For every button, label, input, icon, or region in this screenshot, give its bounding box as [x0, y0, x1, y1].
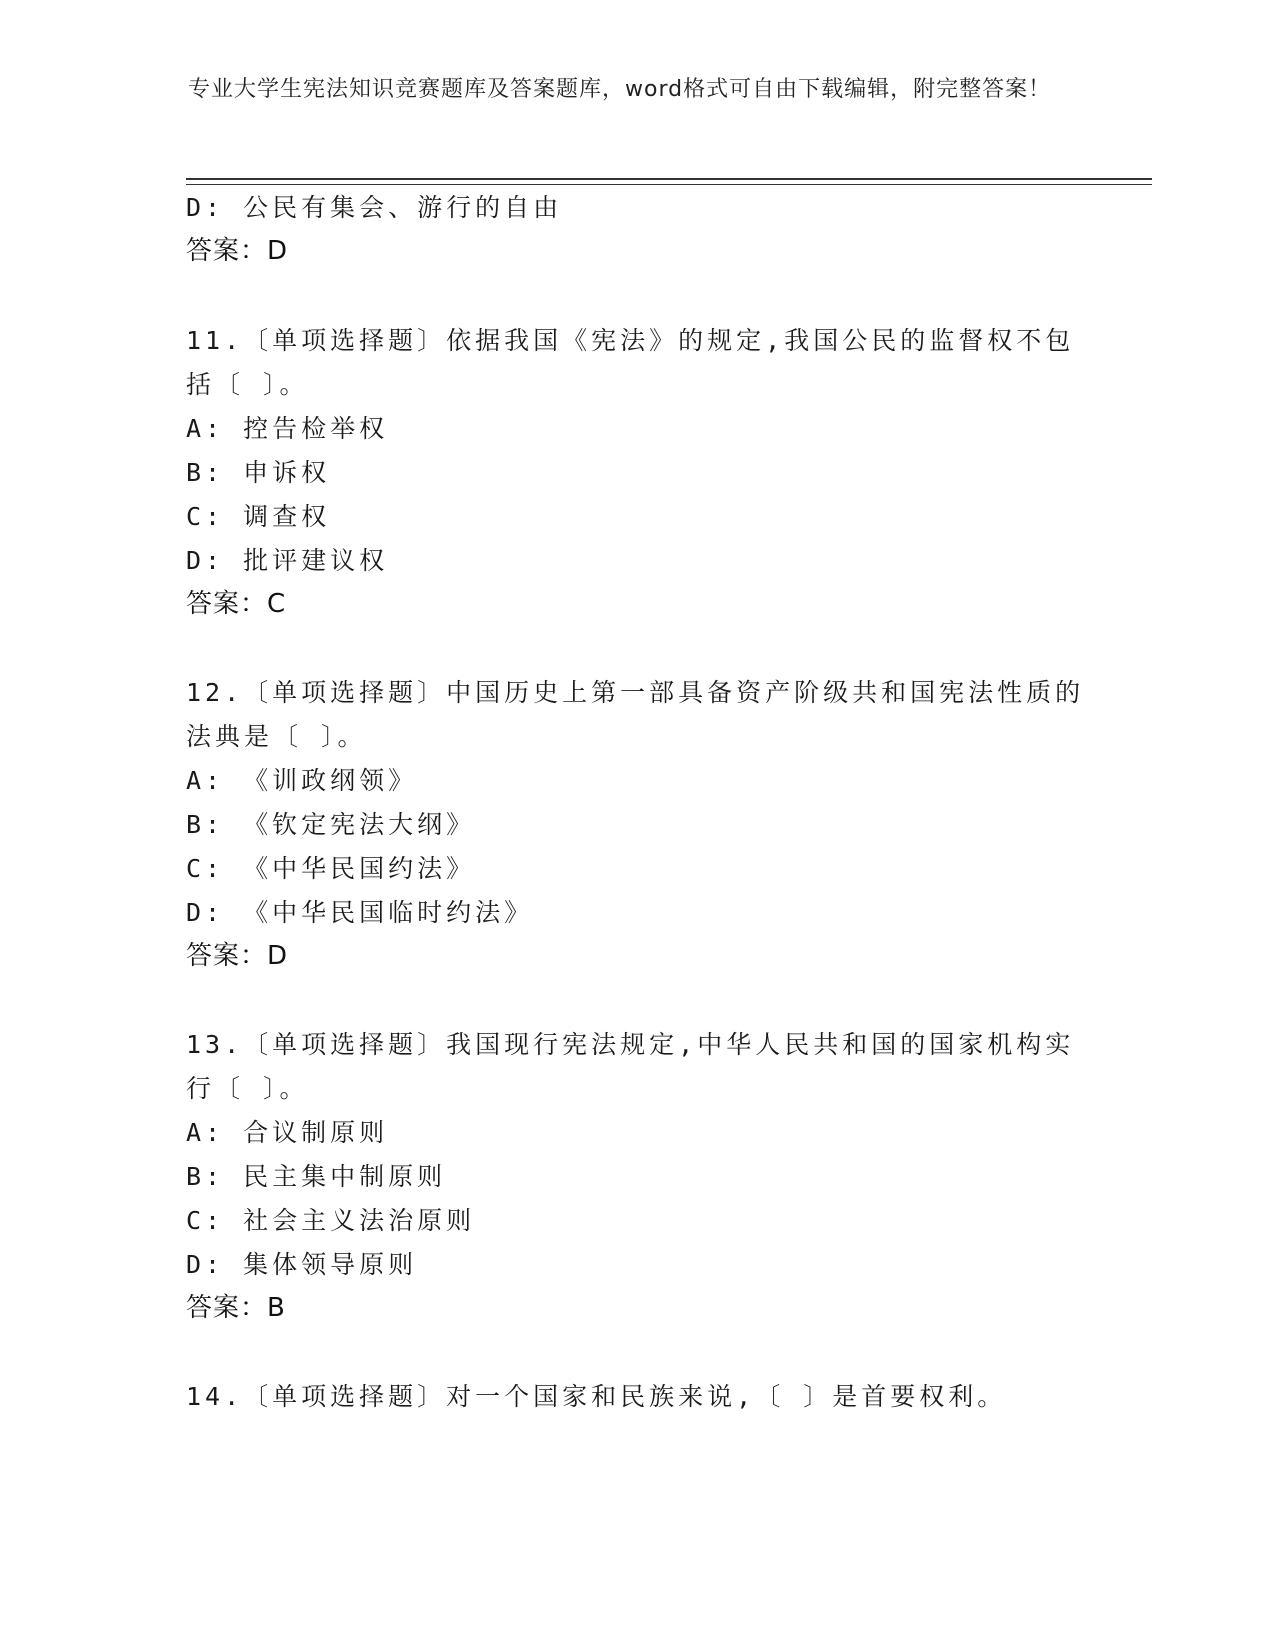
question-12-option-d: D: 《中华民国临时约法》 — [186, 898, 534, 927]
question-12-stem: 12.〔单项选择题〕中国历史上第一部具备资产阶级共和国宪法性质的 — [186, 678, 1085, 707]
question-12-stem-cont: 法典是〔 〕。 — [186, 722, 367, 751]
question-11-answer: 答案：C — [186, 589, 287, 619]
header-divider-thick — [186, 178, 1152, 180]
question-11-stem: 11.〔单项选择题〕依据我国《宪法》的规定,我国公民的监督权不包 — [186, 326, 1075, 355]
option-d: D: 公民有集会、游行的自由 — [186, 193, 563, 222]
question-13-option-a: A: 合议制原则 — [186, 1118, 389, 1147]
question-13-stem-cont: 行〔 〕。 — [186, 1074, 309, 1103]
question-13-stem: 13.〔单项选择题〕我国现行宪法规定,中华人民共和国的国家机构实 — [186, 1030, 1075, 1059]
question-11-stem-cont: 括〔 〕。 — [186, 370, 309, 399]
question-13-answer: 答案：B — [186, 1293, 286, 1323]
answer-line: 答案：D — [186, 236, 289, 266]
question-11-option-b: B: 申诉权 — [186, 458, 331, 487]
question-12-option-b: B: 《钦定宪法大纲》 — [186, 810, 476, 839]
question-12-option-a: A: 《训政纲领》 — [186, 766, 418, 795]
question-12-option-c: C: 《中华民国约法》 — [186, 854, 476, 883]
question-13-option-c: C: 社会主义法治原则 — [186, 1206, 476, 1235]
question-11-option-a: A: 控告检举权 — [186, 414, 389, 443]
document-header: 专业大学生宪法知识竞赛题库及答案题库，word格式可自由下载编辑，附完整答案！ — [188, 77, 1052, 102]
question-12-answer: 答案：D — [186, 941, 289, 971]
question-14-stem: 14.〔单项选择题〕对一个国家和民族来说,〔 〕是首要权利。 — [186, 1382, 1007, 1411]
question-13-option-d: D: 集体领导原则 — [186, 1250, 418, 1279]
question-11-option-d: D: 批评建议权 — [186, 546, 389, 575]
question-11-option-c: C: 调查权 — [186, 502, 331, 531]
question-13-option-b: B: 民主集中制原则 — [186, 1162, 447, 1191]
